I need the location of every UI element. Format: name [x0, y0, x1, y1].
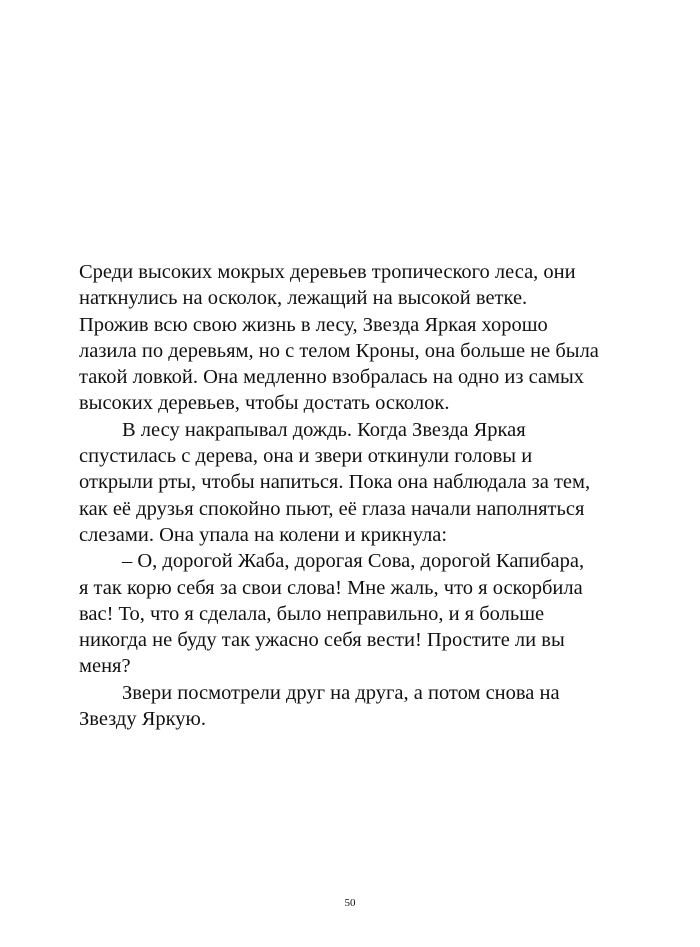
text-line: слезами. Она упала на колени и крикнула:: [79, 523, 448, 546]
text-line: Среди высоких мокрых деревьев тропического леса, они: [79, 261, 576, 283]
text-line: наткнулись на осколок, лежащий на высокой ветке.: [79, 287, 528, 310]
text-line: я так корю себя за свои слова! Мне жаль, что я оскорбила: [79, 576, 583, 599]
text-line: вас! То, что я сделала, было неправильно, и я больше: [79, 602, 545, 625]
text-line: Прожив всю свою жизнь в лесу, Звезда Яркая хорошо: [79, 313, 548, 336]
text-line: Звезду Яркую.: [79, 708, 206, 731]
page-number: 50: [344, 897, 356, 909]
text-line: меня?: [79, 655, 131, 678]
text-line: Звери посмотрели друг на друга, а потом снова на: [122, 681, 560, 704]
text-line: такой ловкой. Она медленно взобралась на одно из самых: [79, 366, 585, 389]
text-line: никогда не буду так ужасно себя вести! Простите ли вы: [79, 629, 565, 652]
text-line: – О, дорогой Жаба, дорогая Сова, дорогой Капибара,: [122, 550, 585, 573]
text-line: лазила по деревьям, но с телом Кроны, она больше не была: [79, 339, 599, 362]
text-line: В лесу накрапывал дождь. Когда Звезда Яркая: [122, 418, 526, 441]
text-line: как её друзья спокойно пьют, её глаза начали наполняться: [79, 497, 585, 520]
text-line: открыли рты, чтобы напиться. Пока она наблюдала за тем,: [79, 471, 591, 494]
text-line: спустилась с дерева, она и звери откинули головы и: [79, 445, 533, 468]
text-line: высоких деревьев, чтобы достать осколок.: [79, 392, 450, 415]
page-text: [79, 259, 619, 732]
